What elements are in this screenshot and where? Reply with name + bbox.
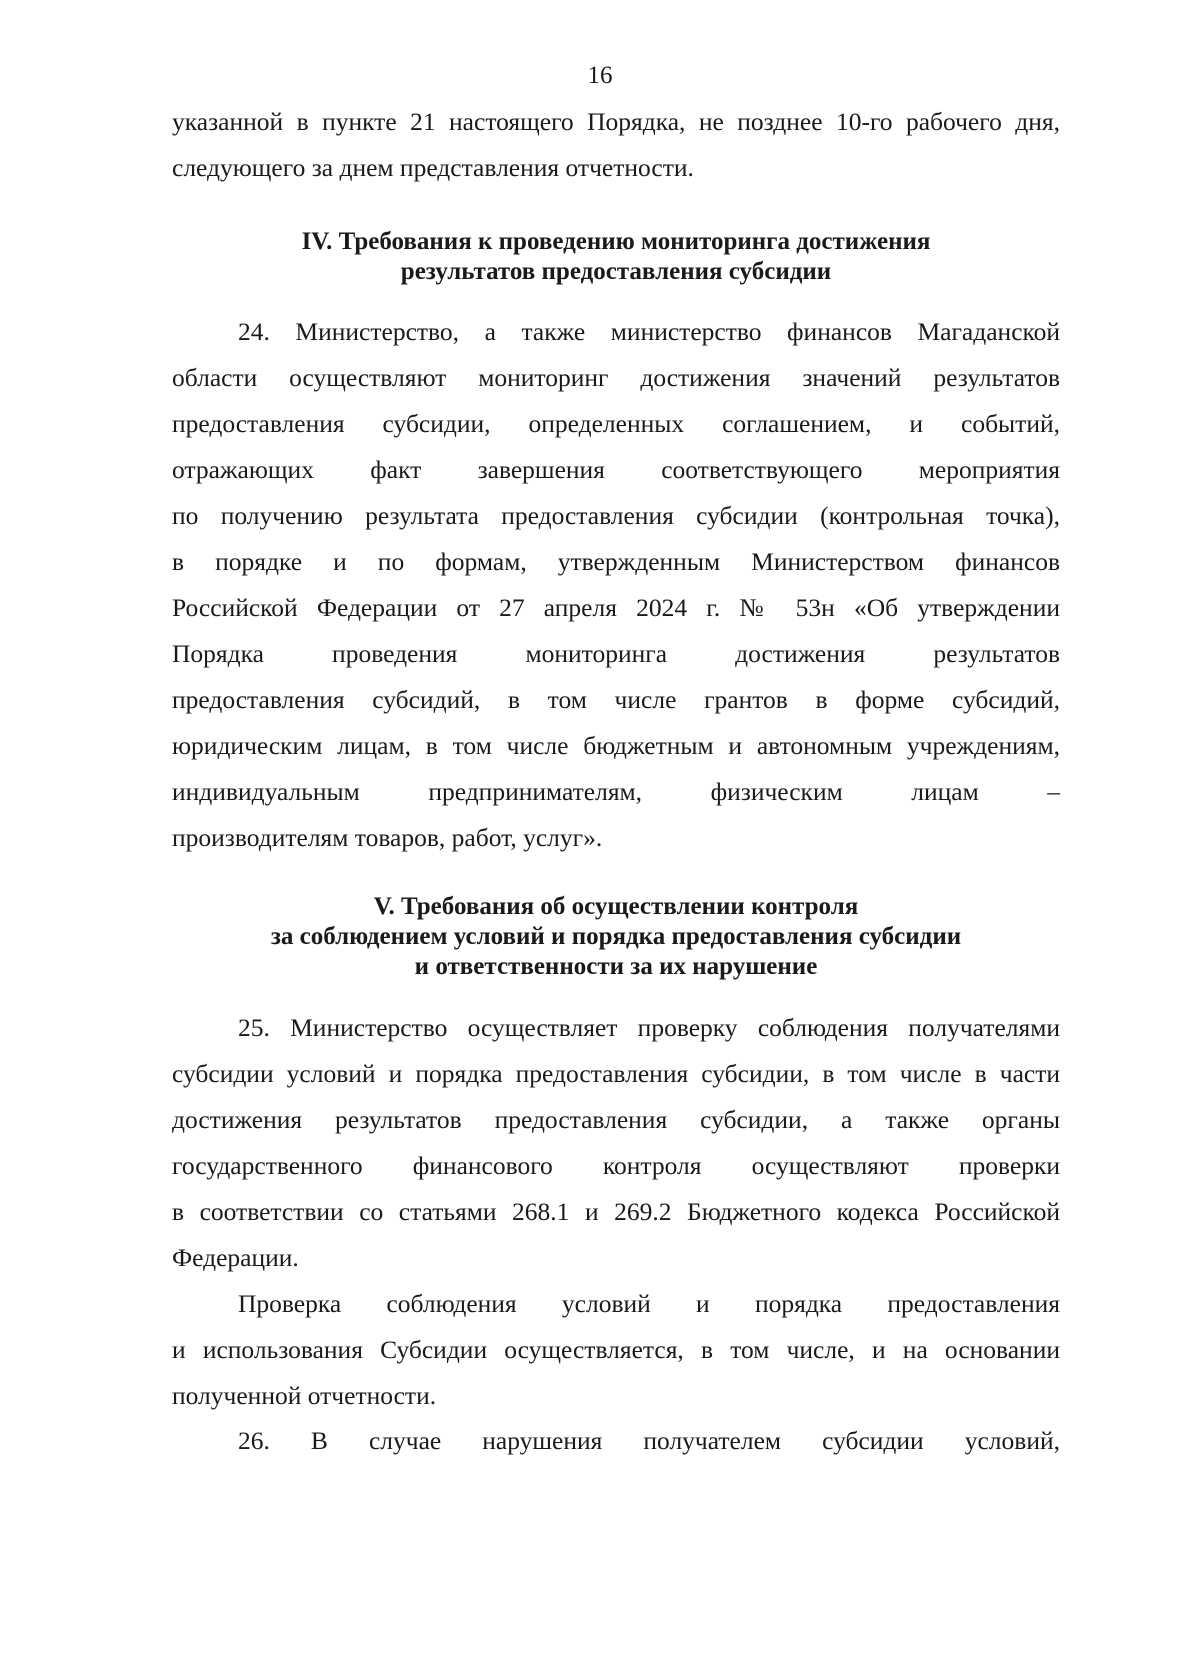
text-line: предоставления субсидий, в том числе грантов в форме субсидий,: [172, 685, 1060, 714]
text-line: в порядке и по формам, утвержденным Министерством финансов: [172, 547, 1060, 576]
continuation-paragraph: [172, 99, 1060, 191]
text-line: по получению результата предоставления субсидии (контрольная точка),: [172, 501, 1060, 530]
text-line: предоставления субсидии, определенных соглашением, и событий,: [172, 409, 1060, 438]
heading-line: за соблюдением условий и порядка предоставления субсидии: [270, 923, 962, 950]
text-line: следующего за днем представления отчетности.: [172, 153, 694, 182]
page-number: 16: [587, 62, 613, 89]
text-line: Порядка проведения мониторинга достижения результатов: [172, 639, 1060, 668]
text-line: области осуществляют мониторинг достижения значений результатов: [172, 363, 1060, 392]
text-line: указанной в пункте 21 настоящего Порядка, не позднее 10-го рабочего дня,: [172, 107, 1060, 136]
text-line: 26. В случае нарушения получателем субсидии условий,: [238, 1426, 1060, 1455]
text-line: в соответствии со статьями 268.1 и 269.2 Бюджетного кодекса Российской: [172, 1197, 1060, 1226]
text-line: 25. Министерство осуществляет проверку соблюдения получателями: [238, 1013, 1060, 1042]
text-line: индивидуальным предпринимателям, физическим лицам –: [172, 777, 1060, 806]
text-line: и использования Субсидии осуществляется, в том числе, и на основании: [172, 1335, 1060, 1364]
paragraph-24: [172, 309, 1060, 861]
text-line: Федерации.: [172, 1243, 299, 1272]
paragraph-26: [172, 1418, 1060, 1464]
heading-line: V. Требования об осуществлении контроля: [373, 893, 859, 920]
text-line: юридическим лицам, в том числе бюджетным и автономным учреждениям,: [172, 731, 1060, 760]
text-line: производителям товаров, работ, услуг».: [172, 823, 603, 852]
text-line: отражающих факт завершения соответствующего мероприятия: [172, 455, 1060, 484]
section-4-heading: [172, 227, 1060, 287]
text-line: государственного финансового контроля осуществляют проверки: [172, 1151, 1060, 1180]
heading-line: и ответственности за их нарушение: [414, 953, 818, 980]
paragraph-25: [172, 1005, 1060, 1281]
paragraph-verification: [172, 1281, 1060, 1419]
text-line: достижения результатов предоставления субсидии, а также органы: [172, 1105, 1060, 1134]
text-line: Проверка соблюдения условий и порядка предоставления: [238, 1289, 1060, 1318]
section-5-heading: [172, 892, 1060, 982]
heading-line: IV. Требования к проведению мониторинга достижения: [301, 228, 931, 255]
text-line: Российской Федерации от 27 апреля 2024 г. № 53н «Об утверждении: [172, 593, 1060, 622]
text-line: 24. Министерство, а также министерство финансов Магаданской: [238, 317, 1060, 346]
text-line: субсидии условий и порядка предоставления субсидии, в том числе в части: [172, 1059, 1060, 1088]
text-line: полученной отчетности.: [172, 1381, 437, 1410]
heading-line: результатов предоставления субсидии: [400, 258, 832, 285]
